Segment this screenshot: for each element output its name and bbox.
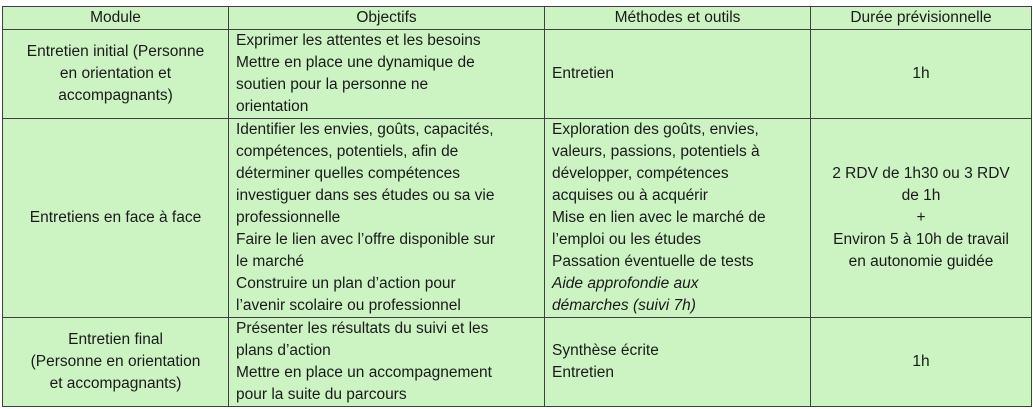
text-line: Construire un plan d’action pour (236, 275, 456, 292)
text-line: l’emploi ou les études (552, 231, 702, 248)
text-line: professionnelle (236, 209, 341, 226)
header-methodes: Méthodes et outils (545, 7, 811, 30)
text-line: le marché (236, 253, 305, 270)
text-line: Entretien (552, 364, 615, 381)
text-line: Entretien initial (Personne (26, 43, 205, 60)
cell-module (3, 30, 229, 119)
table-row (3, 30, 1032, 119)
cell-module (3, 119, 229, 318)
text-line: Exploration des goûts, envies, (552, 121, 759, 138)
text-line: développer, compétences (552, 165, 729, 182)
text-line: Entretiens en face à face (29, 209, 202, 226)
text-line: pour la suite du parcours (236, 386, 407, 403)
text-line: Passation éventuelle de tests (552, 253, 754, 270)
cell-duree (811, 30, 1032, 119)
text-line: 1h (912, 65, 930, 82)
cell-module (3, 318, 229, 407)
text-line: de 1h (901, 187, 941, 204)
cell-duree (811, 119, 1032, 318)
cell-methodes (545, 30, 811, 119)
program-table (2, 6, 1032, 407)
cell-objectifs (229, 119, 545, 318)
text-line-italic: démarches (suivi 7h) (552, 297, 696, 314)
text-line: en autonomie guidée (848, 253, 994, 270)
text-line: Présenter les résultats du suivi et les (236, 320, 489, 337)
table-row (3, 318, 1032, 407)
text-line: Entretien (552, 65, 615, 82)
text-line: + (916, 209, 926, 226)
header-module: Module (3, 7, 229, 30)
text-line: compétences, potentiels, afin de (236, 143, 459, 160)
text-line: acquises ou à acquérir (552, 187, 708, 204)
text-line: 2 RDV de 1h30 ou 3 RDV (832, 165, 1010, 182)
text-line: Synthèse écrite (552, 342, 659, 359)
text-line: Faire le lien avec l’offre disponible sur (236, 231, 496, 248)
header-row (3, 7, 1032, 30)
cell-methodes (545, 119, 811, 318)
header-duree: Durée prévisionnelle (811, 7, 1032, 30)
text-line-italic: Aide approfondie aux (552, 275, 699, 292)
text-line: Mise en lien avec le marché de (552, 209, 766, 226)
text-line: orientation (236, 98, 309, 115)
table-row (3, 119, 1032, 318)
text-line: valeurs, passions, potentiels à (552, 143, 760, 160)
text-line: déterminer quelles compétences (236, 165, 461, 182)
text-line: investiguer dans ses études ou sa vie (236, 187, 495, 204)
cell-objectifs (229, 318, 545, 407)
header-objectifs: Objectifs (229, 7, 545, 30)
text-line: en orientation et (59, 65, 172, 82)
text-line: (Personne en orientation (30, 353, 201, 370)
text-line: 1h (912, 353, 930, 370)
text-line: et accompagnants) (49, 375, 182, 392)
cell-methodes (545, 318, 811, 407)
text-line: accompagnants) (58, 87, 173, 104)
cell-objectifs (229, 30, 545, 119)
text-line: Exprimer les attentes et les besoins (236, 32, 481, 49)
text-line: l’avenir scolaire ou professionnel (236, 297, 461, 314)
text-line: soutien pour la personne ne (236, 76, 429, 93)
text-line: Environ 5 à 10h de travail (833, 231, 1009, 248)
text-line: Mettre en place un accompagnement (236, 364, 492, 381)
cell-duree (811, 318, 1032, 407)
text-line: Mettre en place une dynamique de (236, 54, 475, 71)
text-line: plans d’action (236, 342, 331, 359)
text-line: Entretien final (68, 331, 163, 348)
text-line: Identifier les envies, goûts, capacités, (236, 121, 494, 138)
